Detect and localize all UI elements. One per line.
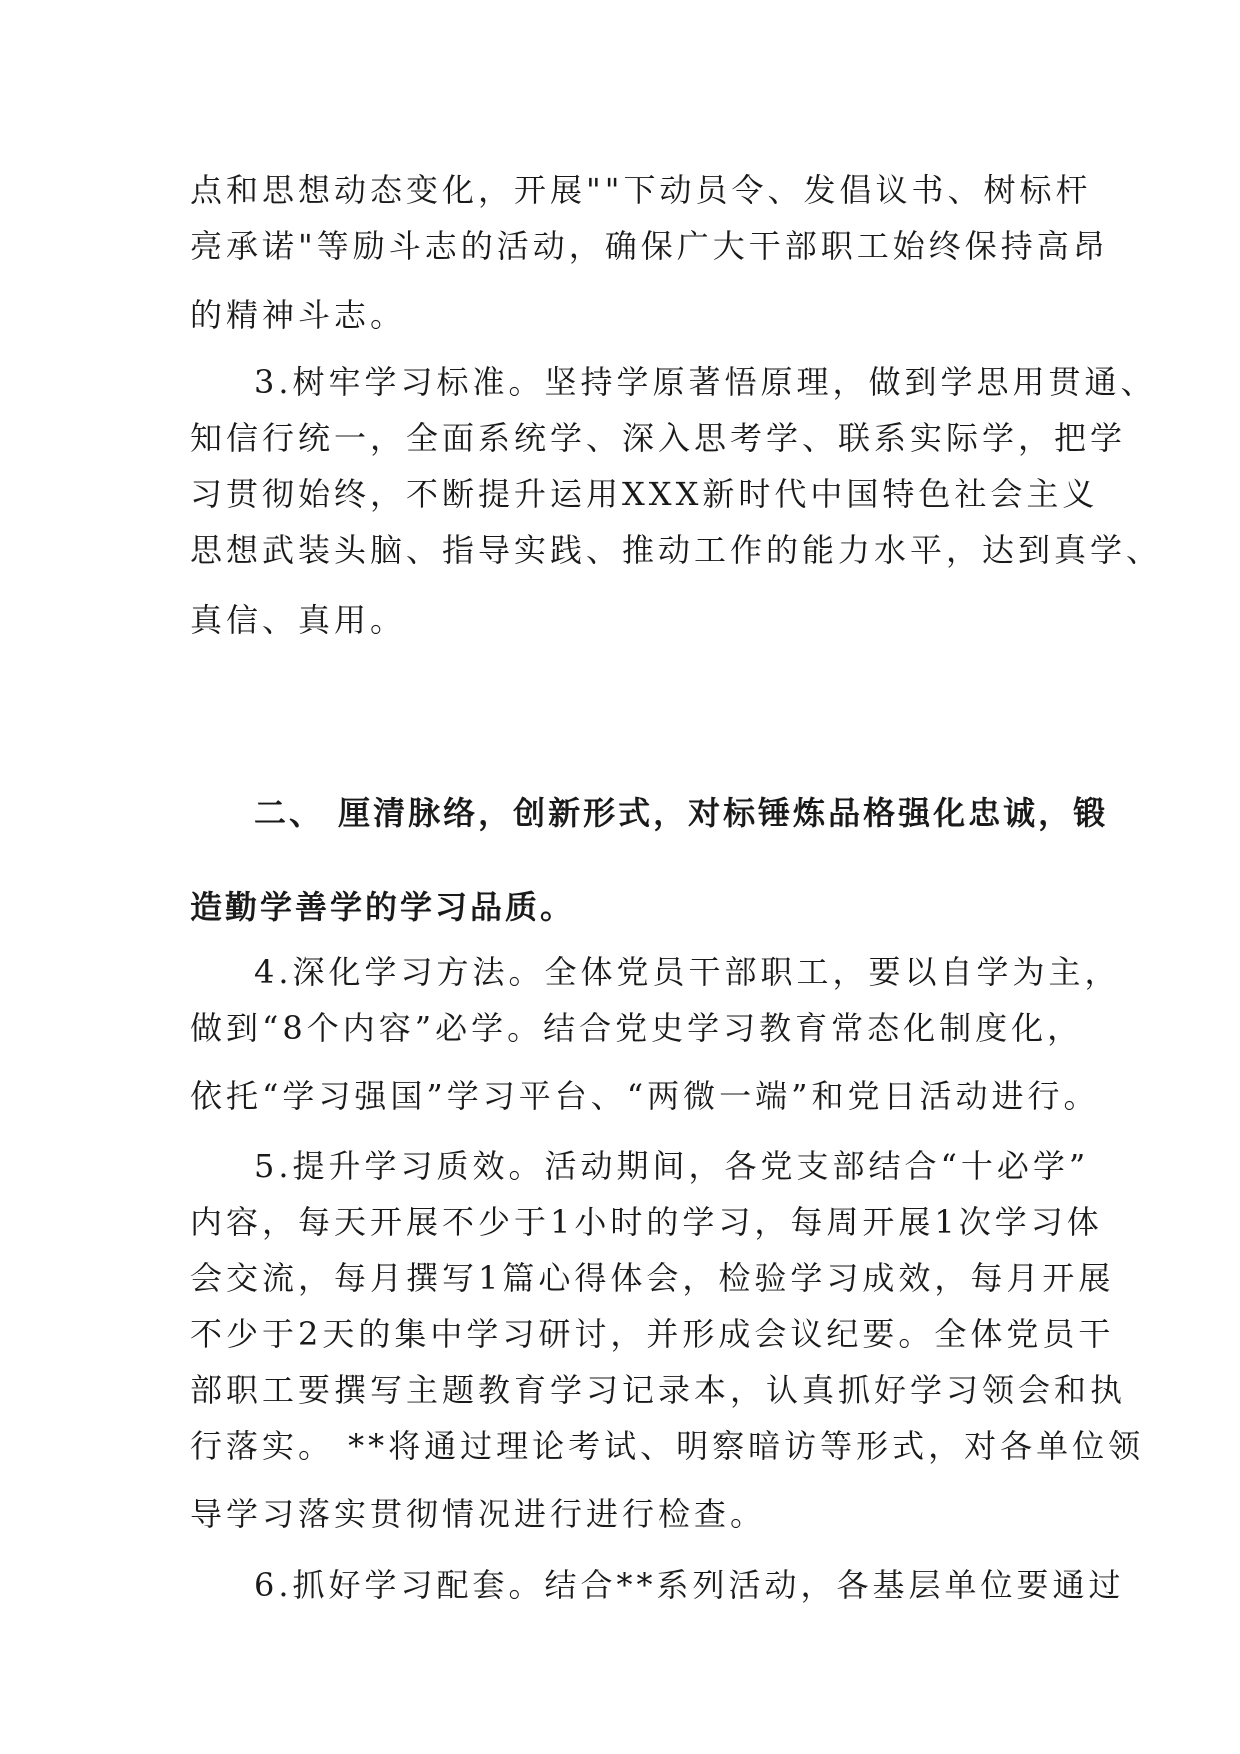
text-line: 依托“学习强国”学习平台、“两微一端”和党日活动进行。: [190, 1077, 1100, 1115]
text-line: 导学习落实贯彻情况进行进行检查。: [190, 1495, 767, 1533]
text-line: 内容，每天开展不少于1小时的学习，每周开展1次学习体: [190, 1203, 1103, 1241]
text-line: 思想武装头脑、指导实践、推动工作的能力水平，达到真学、: [190, 531, 1163, 569]
section-heading: 造勤学善学的学习品质。: [190, 888, 576, 926]
text-line: 点和思想动态变化，开展""下动员令、发倡议书、树标杆: [190, 171, 1092, 209]
text-line: 亮承诺"等励斗志的活动，确保广大干部职工始终保持高昂: [190, 227, 1109, 265]
text-line: 4.深化学习方法。全体党员干部职工，要以自学为主，: [254, 953, 1121, 991]
text-line: 真信、真用。: [190, 601, 407, 639]
text-line: 会交流，每月撰写1篇心得体会，检验学习成效，每月开展: [190, 1259, 1115, 1297]
text-line: 习贯彻始终，不断提升运用XXX新时代中国特色社会主义: [190, 475, 1099, 513]
text-line: 不少于2天的集中学习研讨，并形成会议纪要。全体党员干: [190, 1315, 1115, 1353]
text-line: 的精神斗志。: [190, 296, 407, 334]
text-line: 行落实。 **将通过理论考试、明察暗访等形式，对各单位领: [190, 1427, 1145, 1465]
section-heading: 二、 厘清脉络，创新形式，对标锤炼品格强化忠诚，锻: [254, 794, 1109, 832]
text-line: 部职工要撰写主题教育学习记录本，认真抓好学习领会和执: [190, 1371, 1127, 1409]
text-line: 5.提升学习质效。活动期间，各党支部结合“十必学”: [254, 1147, 1090, 1185]
text-line: 做到“8个内容”必学。结合党史学习教育常态化制度化，: [190, 1009, 1084, 1047]
text-line: 6.抓好学习配套。结合**系列活动，各基层单位要通过: [254, 1566, 1125, 1604]
text-line: 3.树牢学习标准。坚持学原著悟原理，做到学思用贯通、: [254, 363, 1157, 401]
text-line: 知信行统一，全面系统学、深入思考学、联系实际学，把学: [190, 419, 1127, 457]
